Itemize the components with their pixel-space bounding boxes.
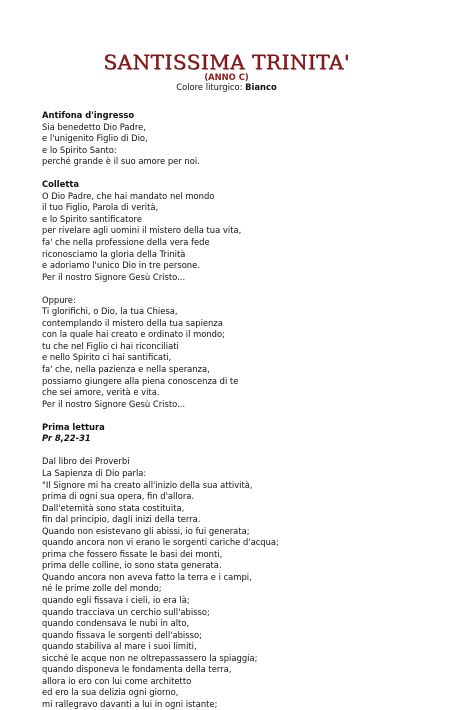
lettura-line: quando ancora non vi erano le sorgenti cariche d'acqua; [42, 537, 279, 548]
antifona-heading: Antifona d'ingresso [42, 110, 135, 120]
liturgical-color [0, 82, 453, 93]
prima-lettura-heading: Prima lettura [42, 421, 105, 432]
spacer [42, 283, 442, 295]
colletta-line: e lo Spirito santificatore [42, 213, 142, 224]
lettura-line: prima che fossero fissate le basi dei monti, [42, 548, 223, 559]
colletta-line: per rivelare agli uomini il mistero della tua vita, [42, 225, 242, 236]
body-text [42, 110, 442, 710]
oppure-line: Oppure: [42, 294, 76, 305]
page-title: SANTISSIMA TRINITA' [103, 50, 350, 74]
spacer [42, 410, 442, 422]
colletta-line: Per il nostro Signore Gesù Cristo... [42, 271, 186, 282]
antifona-line: perché grande è il suo amore per noi. [42, 156, 200, 167]
oppure-line: Ti glorifichi, o Dio, la tua Chiesa, [42, 306, 178, 317]
spacer [42, 445, 442, 457]
colletta-line: e adoriamo l'unico Dio in tre persone. [42, 260, 200, 271]
liturgical-color-value: Bianco [245, 82, 277, 92]
oppure-line: possiamo giungere alla piena conoscenza di te [42, 375, 239, 386]
colletta-line: il tuo Figlio, Parola di verità, [42, 202, 159, 213]
lettura-line: "Il Signore mi ha creato all'inizio della sua attività, [42, 479, 253, 490]
lettura-line: quando disponeva le fondamenta della terra, [42, 664, 232, 675]
prima-lettura-reference: Pr 8,22-31 [42, 433, 91, 444]
lettura-line: quando fissava le sorgenti dell'abisso; [42, 629, 202, 640]
antifona-line: e lo Spirito Santo: [42, 144, 117, 155]
oppure-line: fa' che, nella pazienza e nella speranza, [42, 364, 210, 375]
lettura-line: ed ero la sua delizia ogni giorno, [42, 687, 179, 698]
lettura-line: prima di ogni sua opera, fin d'allora. [42, 491, 195, 502]
colletta-heading: Colletta [42, 179, 79, 190]
liturgical-year: (ANNO C) [204, 72, 249, 82]
lettura-line: Dall'eternità sono stata costituita, [42, 502, 185, 513]
lettura-line: fin dal principio, dagli inizi della terra. [42, 514, 201, 525]
spacer [42, 168, 442, 180]
lettura-line: prima delle colline, io sono stata generata. [42, 560, 222, 571]
lettura-line: quando stabiliva al mare i suoi limiti, [42, 641, 197, 652]
lettura-line: quando condensava le nubi in alto, [42, 618, 190, 629]
lettura-line: Quando non esistevano gli abissi, io fui generata; [42, 525, 250, 536]
oppure-line: che sei amore, verità e vita. [42, 387, 160, 398]
lettura-line: Dal libro dei Proverbi [42, 456, 130, 467]
oppure-line: contemplando il mistero della tua sapienza [42, 317, 223, 328]
lettura-line: quando tracciava un cerchio sull'abisso; [42, 606, 210, 617]
lettura-line: quando egli fissava i cieli, io era là; [42, 594, 190, 605]
colletta-line: riconosciamo la gloria della Trinità [42, 248, 186, 259]
lettura-line: La Sapienza di Dio parla: [42, 467, 147, 478]
lettura-line: Quando ancora non aveva fatto la terra e i campi, [42, 571, 252, 582]
colletta-line: O Dio Padre, che hai mandato nel mondo [42, 190, 215, 201]
lettura-line: sicché le acque non ne oltrepassassero la spiaggia; [42, 652, 258, 663]
antifona-line: Sia benedetto Dio Padre, [42, 121, 146, 132]
colletta-line: fa' che nella professione della vera fede [42, 237, 210, 248]
antifona-line: e l'unigenito Figlio di Dio, [42, 133, 148, 144]
liturgical-color-label: Colore liturgico: [176, 82, 246, 92]
lettura-line: né le prime zolle del mondo; [42, 583, 162, 594]
oppure-line: con la quale hai creato e ordinato il mondo; [42, 329, 225, 340]
oppure-line: e nello Spirito ci hai santificati, [42, 352, 172, 363]
oppure-line: Per il nostro Signore Gesù Cristo... [42, 398, 186, 409]
lettura-line: allora io ero con lui come architetto [42, 675, 192, 686]
oppure-line: tu che nel Figlio ci hai riconciliati [42, 340, 179, 351]
lettura-line: mi rallegravo davanti a lui in ogni istante; [42, 698, 218, 709]
